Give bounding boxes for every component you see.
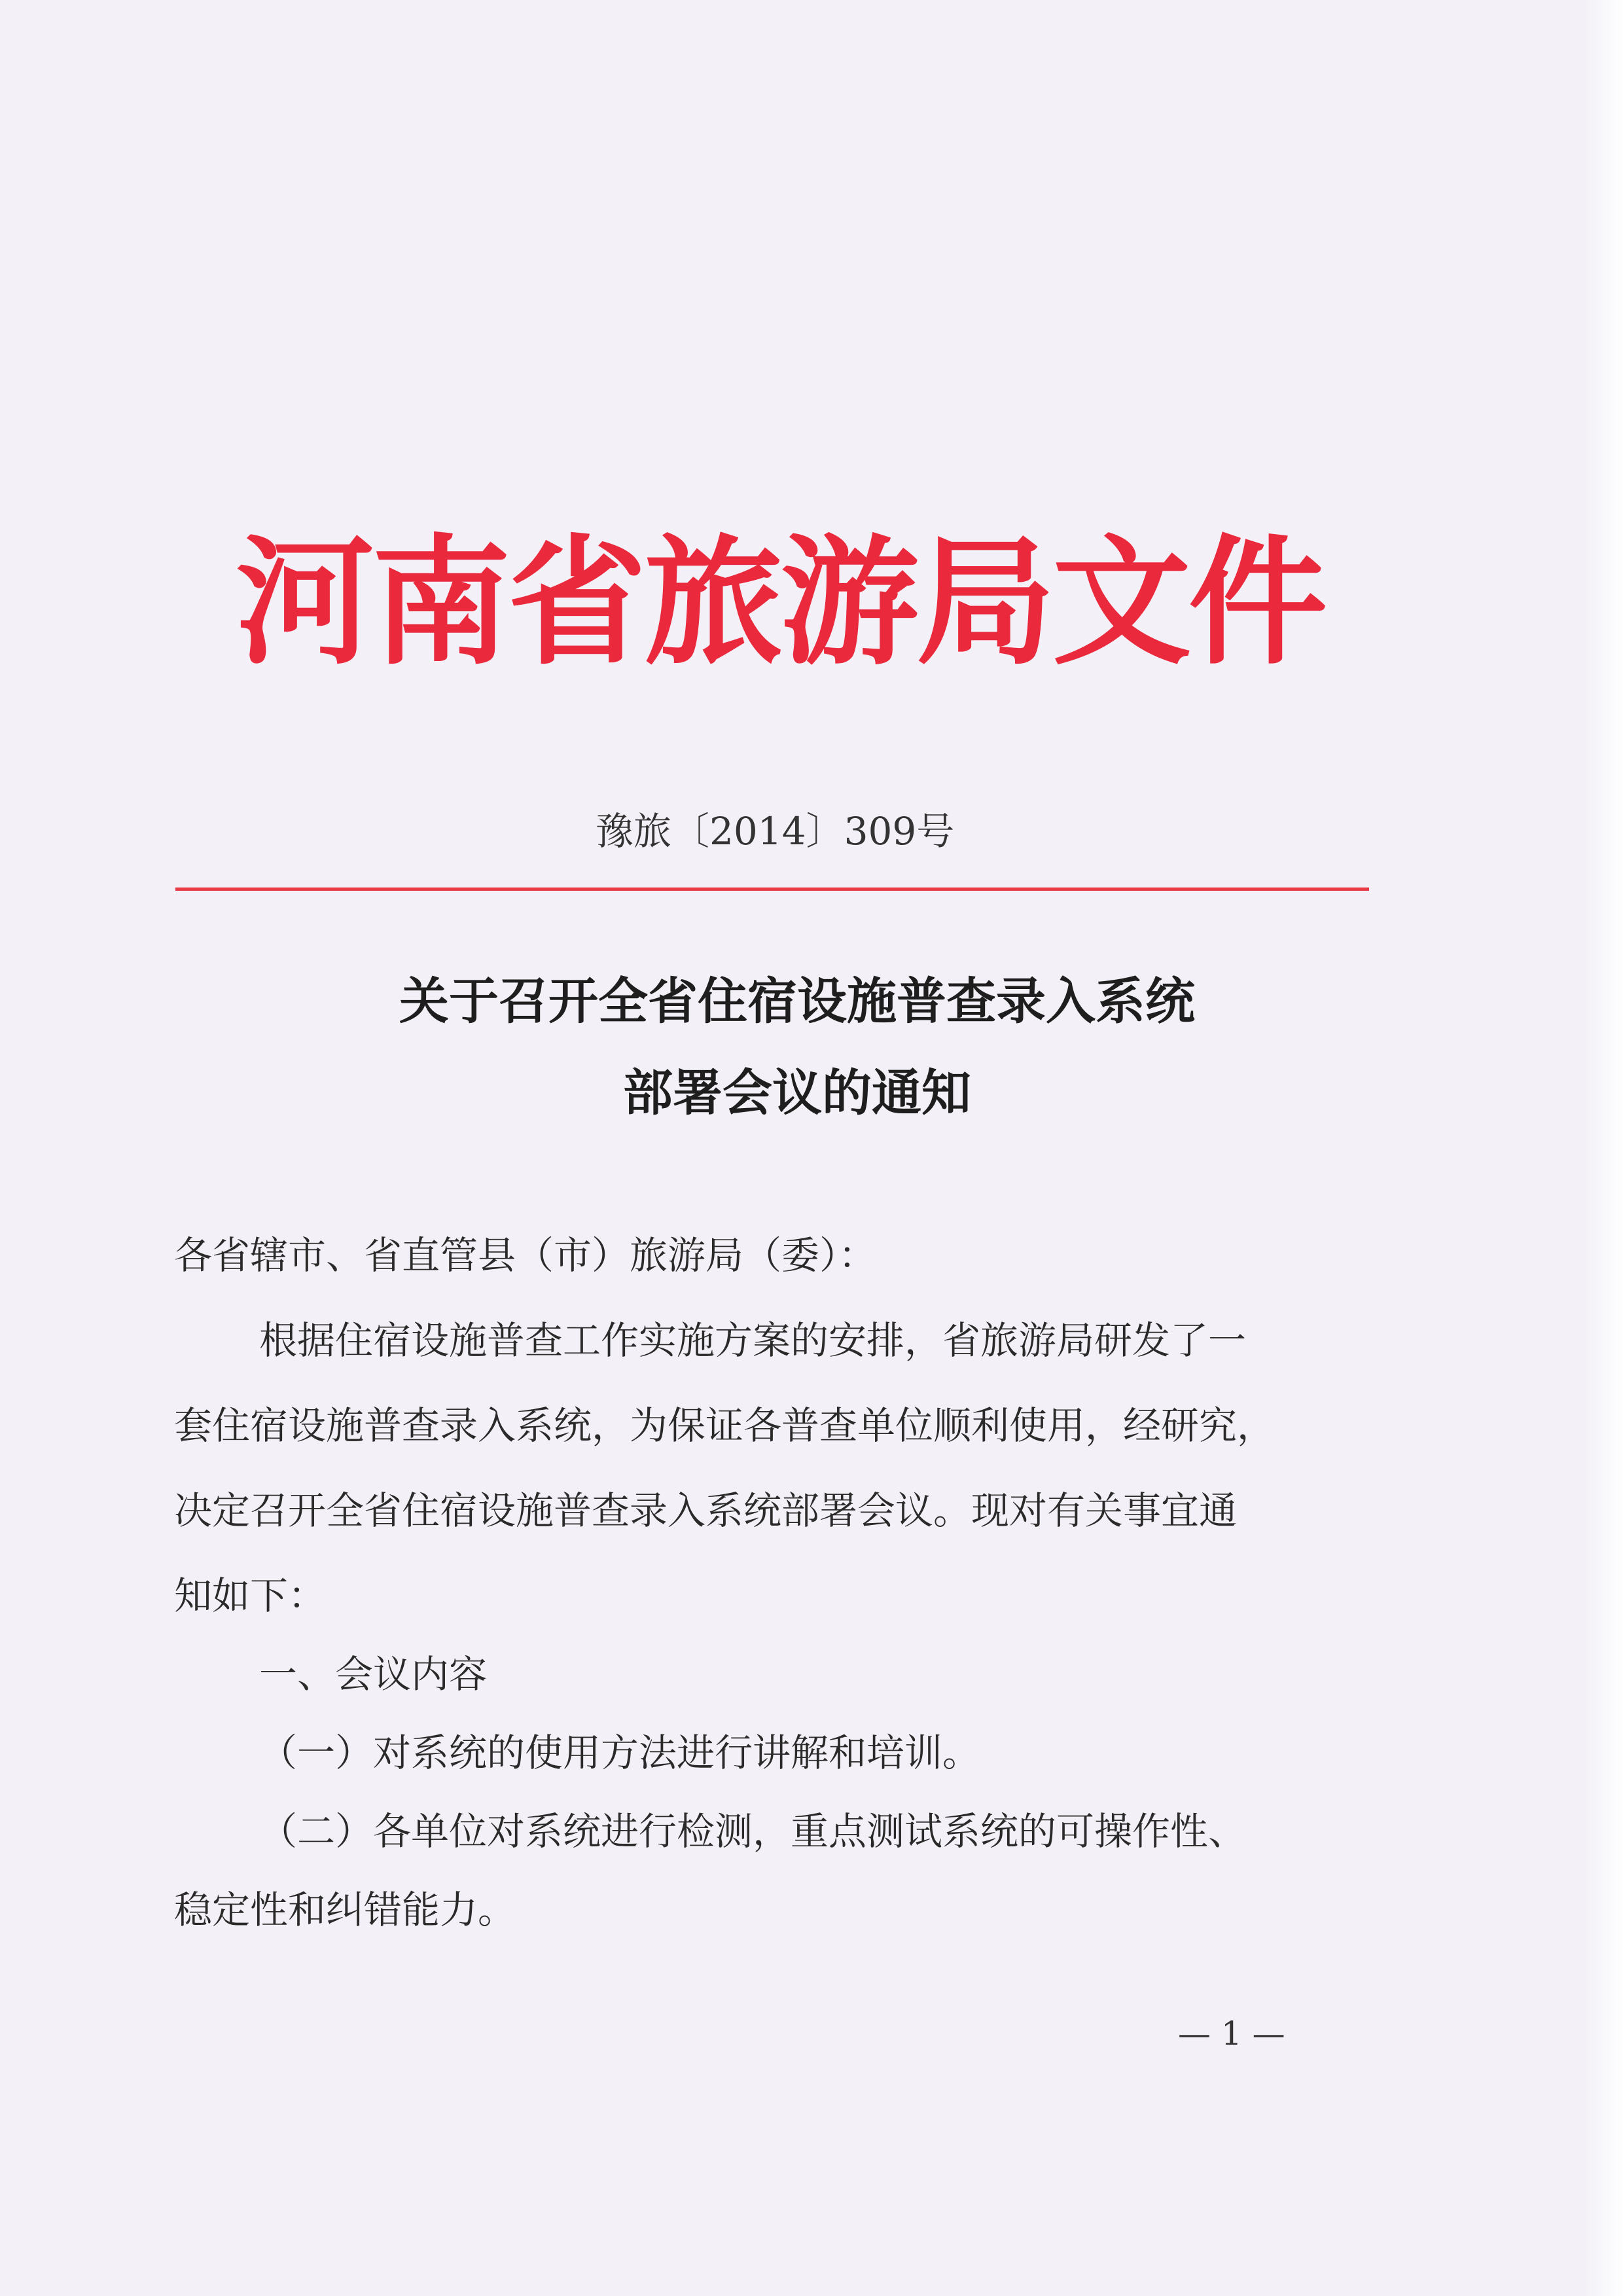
red-divider-line xyxy=(175,888,1369,891)
list-item-2-line-1: （二）各单位对系统进行检测，重点测试系统的可操作性、 xyxy=(259,1809,1247,1854)
subject-line-1: 关于召开全省住宿设施普查录入系统 xyxy=(399,972,1195,1030)
paragraph-1-line-3: 决定召开全省住宿设施普查录入系统部署会议。现对有关事宜通 xyxy=(174,1488,1238,1533)
subject-line-2: 部署会议的通知 xyxy=(623,1064,971,1122)
paragraph-1-line-1: 根据住宿设施普查工作实施方案的安排，省旅游局研发了一 xyxy=(259,1318,1247,1363)
page-number: — 1 — xyxy=(1178,2015,1285,2053)
salutation: 各省辖市、省直管县（市）旅游局（委）： xyxy=(174,1233,877,1278)
document-header-title: 河南省旅游局文件 xyxy=(236,520,1325,683)
scan-edge xyxy=(1584,0,1623,2296)
document-number: 豫旅〔2014〕309号 xyxy=(596,809,955,853)
paragraph-1-line-2: 套住宿设施普查录入系统，为保证各普查单位顺利使用，经研究， xyxy=(174,1403,1275,1448)
paragraph-1-line-4: 知如下： xyxy=(174,1573,327,1618)
section-1-heading: 一、会议内容 xyxy=(259,1652,488,1696)
list-item-1: （一）对系统的使用方法进行讲解和培训。 xyxy=(259,1731,981,1775)
list-item-2-line-2: 稳定性和纠错能力。 xyxy=(174,1888,516,1932)
